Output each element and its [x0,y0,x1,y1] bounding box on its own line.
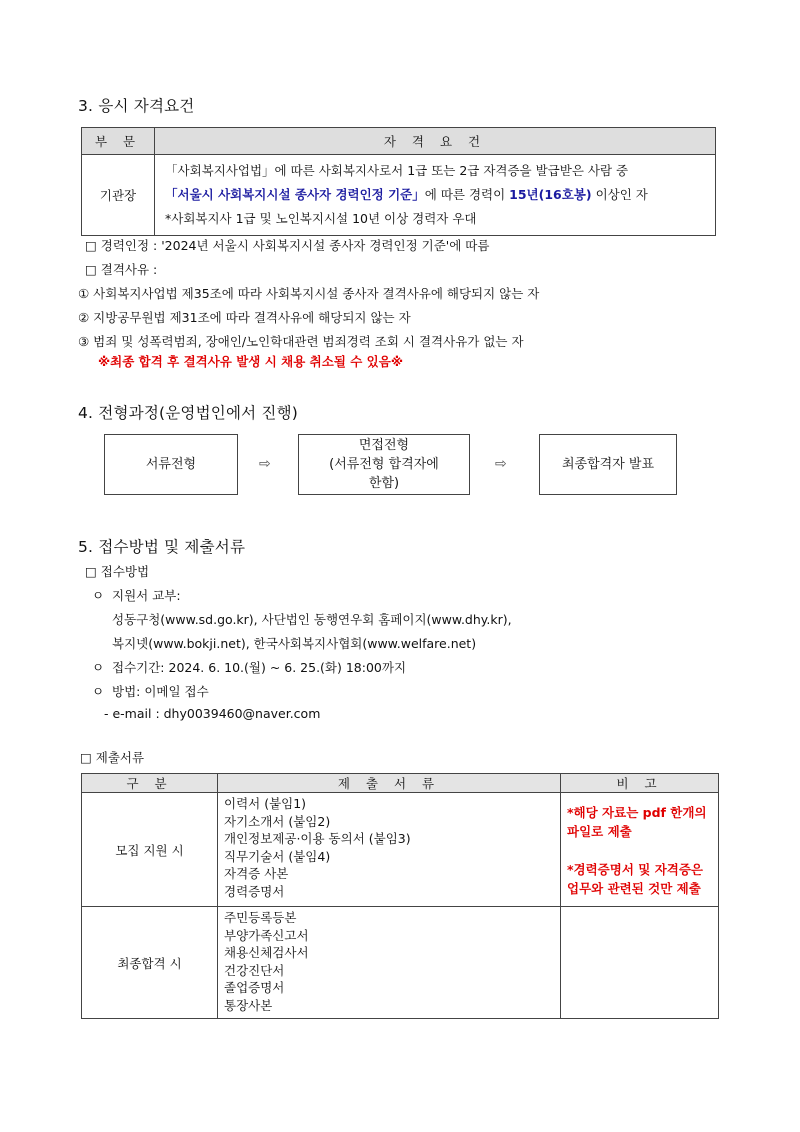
career-note: □ 경력인정 : '2024년 서울시 사회복지시설 종사자 경력인정 기준'에 따름 [85,238,490,253]
remark-certificates: *경력증명서 및 자격증은 업무와 관련된 것만 제출 [567,862,703,896]
disqualification-item: ③ 범죄 및 성폭력범죄, 장애인/노인학대관련 범죄경력 조회 시 결격사유가 없는 자 [78,334,524,349]
remark-pdf: *해당 자료는 pdf 한개의 파일로 제출 [567,805,707,839]
section-3-heading: 3. 응시 자격요건 [78,97,195,115]
document-item: 자격증 사본 [224,866,289,881]
requirement-line-2: 「서울시 사회복지시설 종사자 경력인정 기준」에 따른 경력이 15년(16호봉) 이상인 자 [165,187,648,202]
document-item: 개인정보제공·이용 동의서 (붙임3) [224,831,411,846]
application-period: 접수기간: 2024. 6. 10.(월) ~ 6. 25.(화) 18:00까지 [112,660,407,675]
document-item: 통장사본 [224,997,273,1013]
category-cell: 기관장 [82,155,155,236]
disqualification-note: □ 결격사유 : [85,262,158,277]
step-interview: 면접전형 (서류전형 합격자에 한함) [298,434,470,495]
disqualification-item: ② 지방공무원법 제31조에 따라 결격사유에 해당되지 않는 자 [78,310,411,325]
header-documents: 제 출 서 류 [218,774,561,793]
document-item: 이력서 (붙임1) [224,796,307,811]
document-item: 경력증명서 [224,883,285,899]
document-item: 직무기술서 (붙임4) [224,848,331,864]
documents-list [218,907,561,1019]
category-application: 모집 지원 시 [82,793,218,907]
header-category: 부 문 [82,128,155,155]
section-5-heading: 5. 접수방법 및 제출서류 [78,538,246,556]
remarks-cell-empty [561,907,719,1019]
bullet-icon: ㅇ [92,588,105,603]
requirements-cell [155,155,716,236]
arrow-icon: ⇨ [495,456,507,472]
application-method: 방법: 이메일 접수 [112,684,209,699]
documents-title: □ 제출서류 [80,750,145,765]
step-document-screening: 서류전형 [104,434,238,495]
arrow-icon: ⇨ [259,456,271,472]
requirement-line-1: 「사회복지사업법」에 따른 사회복지사로서 1급 또는 2급 자격증을 발급받은 사람 중 [165,163,629,178]
header-division: 구 분 [82,774,218,793]
apply-sites-line-1: 성동구청(www.sd.go.kr), 사단법인 동행연우회 홈페이지(www.dhy.kr), [112,612,512,627]
header-requirements: 자 격 요 건 [155,128,716,155]
document-item: 주민등록등본 [224,910,297,925]
remarks-cell [561,793,719,907]
apply-label: 지원서 교부: [112,588,181,603]
qualification-table [81,127,716,236]
cancellation-warning: ※최종 합격 후 결격사유 발생 시 채용 취소될 수 있음※ [98,354,403,369]
career-standard-highlight: 「서울시 사회복지시설 종사자 경력인정 기준」 [165,187,425,202]
category-final: 최종합격 시 [82,907,218,1019]
step-final-announcement: 최종합격자 발표 [539,434,677,495]
bullet-icon: ㅇ [92,684,105,699]
years-highlight: 15년(16호봉) [509,187,592,202]
requirement-line-3: *사회복지사 1급 및 노인복지시설 10년 이상 경력자 우대 [165,211,477,226]
document-item: 부양가족신고서 [224,927,309,943]
section-4-heading: 4. 전형과정(운영법인에서 진행) [78,404,299,422]
document-item: 졸업증명서 [224,980,285,995]
application-method-title: □ 접수방법 [85,564,150,579]
documents-table [81,773,719,1019]
document-item: 건강진단서 [224,962,285,978]
header-remarks: 비 고 [561,774,719,793]
document-item: 자기소개서 (붙임2) [224,813,331,829]
bullet-icon: ㅇ [92,660,105,675]
documents-list [218,793,561,907]
apply-sites-line-2: 복지넷(www.bokji.net), 한국사회복지사협회(www.welfare.net) [112,636,477,651]
email-address: - e-mail : dhy0039460@naver.com [104,706,321,721]
document-item: 채용신체검사서 [224,945,309,960]
disqualification-item: ① 사회복지사업법 제35조에 따라 사회복지시설 종사자 결격사유에 해당되지 않는 자 [78,286,540,301]
